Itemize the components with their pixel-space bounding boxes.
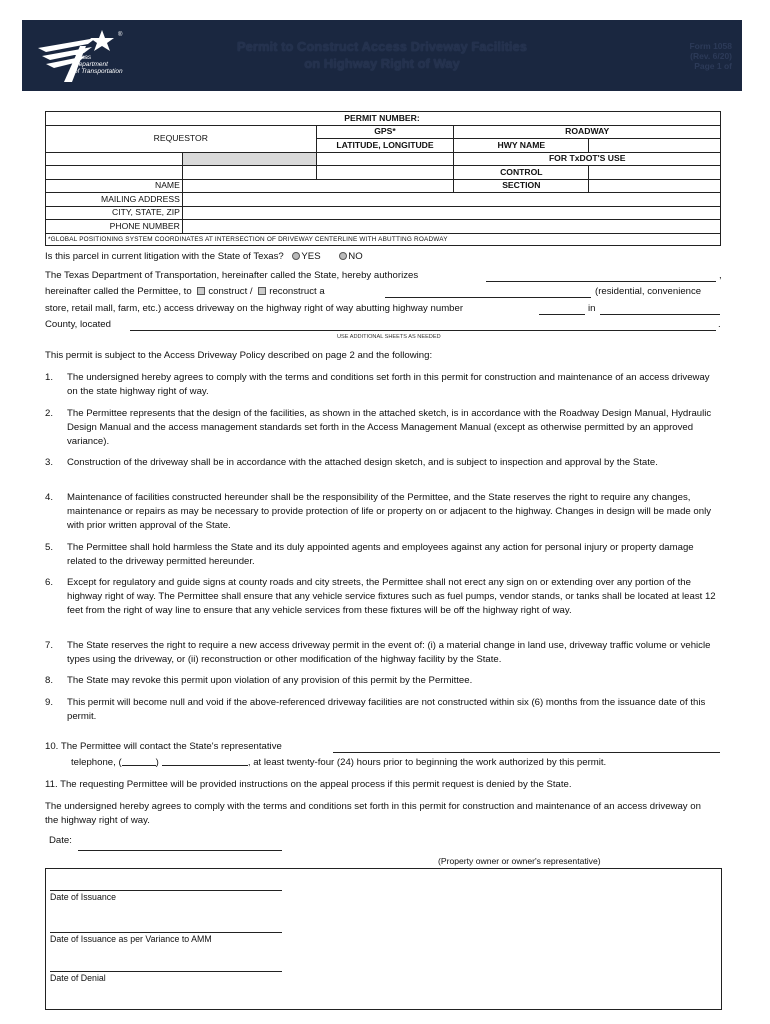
- name-field[interactable]: [182, 179, 454, 193]
- litigation-text: Is this parcel in current litigation with the State of Texas?: [45, 251, 284, 262]
- telephone-label: telephone, (: [71, 757, 122, 768]
- item-number: 9.: [45, 697, 54, 708]
- name-label: NAME: [46, 179, 183, 193]
- notice-text: , at least twenty-four (24) hours prior to beginning the work authorized by this permit.: [247, 757, 607, 768]
- gps-field[interactable]: [316, 152, 454, 166]
- construct-label: construct /: [208, 286, 253, 297]
- item-10-line-1: 10. The Permittee will contact the State's representative: [45, 741, 282, 752]
- item-text: Construction of the driveway shall be in accordance with the attached design sketch, and is subject to inspection and approval by the State.: [67, 457, 658, 468]
- authorization-line-3: store, retail mall, farm, etc.) access driveway on the highway right of way abutting highway number: [45, 303, 464, 314]
- section-label: SECTION: [454, 179, 589, 193]
- mailing-address-field[interactable]: [182, 193, 720, 207]
- date-label: Date:: [49, 835, 72, 846]
- txdot-dates-box: [45, 868, 722, 1010]
- control-label: CONTROL: [454, 166, 589, 180]
- gps-footnote: *GLOBAL POSITIONING SYSTEM COORDINATES AT INTERSECTION OF DRIVEWAY CENTERLINE WITH ABUTTING ROADWAY: [46, 233, 721, 245]
- state-representative-field[interactable]: [333, 752, 720, 753]
- construct-checkbox[interactable]: [197, 287, 205, 295]
- issuance-date-label: Date of Issuance: [50, 892, 117, 902]
- city-state-zip-field[interactable]: [182, 206, 720, 220]
- driveway-type-hint: (residential, convenience: [595, 286, 702, 297]
- spacer: [316, 166, 454, 180]
- item-text: The undersigned hereby agrees to comply with the terms and conditions set forth in this permit for construction and maintenance of an access driveway on the state highway right of way.: [67, 372, 710, 397]
- item-text: The Permittee shall hold harmless the State and its duly appointed agents and employees against any action for personal injury or property damage related to the driveway permitted hereunder.: [67, 542, 694, 567]
- item-text: The Permittee represents that the design of the facilities, as shown in the attached sketch, is in accordance with the Roadway Design Manual, Hydraulic Design Manual and the access management standards set forth in the Access Management Manual (except as otherwise permitted by an approved variance).: [67, 408, 712, 447]
- denial-date-field[interactable]: [50, 971, 282, 972]
- yes-label: YES: [301, 251, 321, 262]
- lat-long-label: LATITUDE, LONGITUDE: [316, 139, 454, 153]
- roadway-label: ROADWAY: [454, 125, 721, 139]
- item-number: 7.: [45, 640, 54, 651]
- gps-label: GPS*: [316, 125, 454, 139]
- hwy-name-field[interactable]: [589, 139, 721, 153]
- yes-radio[interactable]: [292, 251, 320, 262]
- permit-number-label: PERMIT NUMBER:: [46, 112, 721, 126]
- permittee-text: hereinafter called the Permittee, to: [45, 286, 192, 297]
- svg-text:®: ®: [118, 32, 123, 38]
- item-text: Except for regulatory and guide signs at county roads and city streets, the Permittee shall not erect any sign on or extending over any portion of the highway right of way. The Permittee shall ensure that any vehicle service fixtures such as fuel pumps, vendor stands, or tanks shall be located at least 12 feet from the right of way line to ensure that any vehicle services from these fixtures will be off the highway right of way.: [67, 577, 716, 616]
- item-text: The State reserves the right to require a new access driveway permit in the event of: (i) a material change in land use, driveway traffic volume or vehicle types using the driveway, or (ii) reconstruction or other modification of the highway facility by the State.: [67, 640, 711, 665]
- no-label: NO: [348, 251, 363, 262]
- period: .: [718, 319, 721, 330]
- paren-close: ): [155, 757, 159, 768]
- phone-number-field[interactable]: [182, 220, 720, 234]
- radio-icon: [339, 252, 347, 260]
- location-field[interactable]: [130, 330, 716, 331]
- closing-statement: The undersigned hereby agrees to comply with the terms and conditions set forth in this permit for construction and maintenance of an access driveway on the highway right of way.: [45, 801, 701, 826]
- requestor-grid: [45, 111, 721, 246]
- driveway-type-field[interactable]: [385, 297, 591, 298]
- item-number: 8.: [45, 675, 54, 686]
- no-radio[interactable]: [339, 251, 362, 262]
- authorization-line-4: County, located: [45, 319, 111, 330]
- in-label: in: [588, 303, 596, 314]
- item-number: 1.: [45, 372, 54, 383]
- signature-field[interactable]: [360, 850, 722, 851]
- litigation-question: [45, 251, 363, 262]
- variance-date-label: Date of Issuance as per Variance to AMM: [50, 934, 212, 944]
- comma: ,: [719, 270, 722, 281]
- denial-date-label: Date of Denial: [50, 973, 106, 983]
- form-number: Form 1058 (Rev. 6/20) Page 1 of: [689, 41, 732, 71]
- spacer: [182, 166, 316, 180]
- for-txdot-use-label: FOR TxDOT'S USE: [454, 152, 721, 166]
- requestor-label: REQUESTOR: [46, 125, 317, 152]
- item-number: 5.: [45, 542, 54, 553]
- issuance-date-field[interactable]: [50, 890, 282, 891]
- county-field[interactable]: [600, 314, 720, 315]
- form-title: Permit to Construct Access Driveway Facilities on Highway Right of Way: [237, 39, 527, 71]
- item-number: 3.: [45, 457, 54, 468]
- mailing-address-label: MAILING ADDRESS: [46, 193, 183, 207]
- spacer: [46, 166, 183, 180]
- authorization-line-1: The Texas Department of Transportation, hereinafter called the State, hereby authorizes: [45, 270, 419, 281]
- item-number: 4.: [45, 492, 54, 503]
- requestor-shaded-field: [182, 152, 316, 166]
- phone-number-label: PHONE NUMBER: [46, 220, 183, 234]
- highway-number-field[interactable]: [539, 314, 585, 315]
- hwy-name-label: HWY NAME: [454, 139, 589, 153]
- item-number: 2.: [45, 408, 54, 419]
- city-state-zip-label: CITY, STATE, ZIP: [46, 206, 183, 220]
- item-number: 6.: [45, 577, 54, 588]
- variance-date-field[interactable]: [50, 932, 282, 933]
- item-10-line-2: [71, 756, 606, 768]
- form-header: [22, 20, 742, 91]
- requestor-blank: [46, 152, 183, 166]
- owner-signature-caption: (Property owner or owner's representative): [438, 856, 601, 866]
- logo-text: Texas Department of Transportation: [74, 54, 123, 75]
- additional-sheets-note: USE ADDITIONAL SHEETS AS NEEDED: [337, 334, 441, 340]
- permittee-name-field[interactable]: [486, 281, 716, 282]
- date-field[interactable]: [78, 850, 282, 851]
- item-11: 11. The requesting Permittee will be provided instructions on the appeal process if this permit request is denied by the State.: [45, 779, 572, 790]
- item-text: The State may revoke this permit upon violation of any provision of this permit by the Permittee.: [67, 675, 473, 686]
- section-field[interactable]: [589, 179, 721, 193]
- reconstruct-checkbox[interactable]: [258, 287, 266, 295]
- item-text: This permit will become null and void if the above-referenced driveway facilities are not constructed within six (6) months from the issuance date of this permit.: [67, 697, 706, 722]
- area-code-field[interactable]: [122, 756, 156, 766]
- authorization-line-2: [45, 286, 325, 297]
- control-field[interactable]: [589, 166, 721, 180]
- radio-icon: [292, 252, 300, 260]
- policy-subject-line: This permit is subject to the Access Driveway Policy described on page 2 and the following:: [45, 350, 433, 361]
- reconstruct-label: reconstruct a: [269, 286, 325, 297]
- telephone-field[interactable]: [162, 756, 248, 766]
- item-text: Maintenance of facilities constructed hereunder shall be the responsibility of the Permittee, and the State reserves the right to require any changes, maintenance or repairs as may be necessary to provide protection of life or property on or adjacent to the highway. Changes in design will be made only with prior written approval of the State.: [67, 492, 712, 531]
